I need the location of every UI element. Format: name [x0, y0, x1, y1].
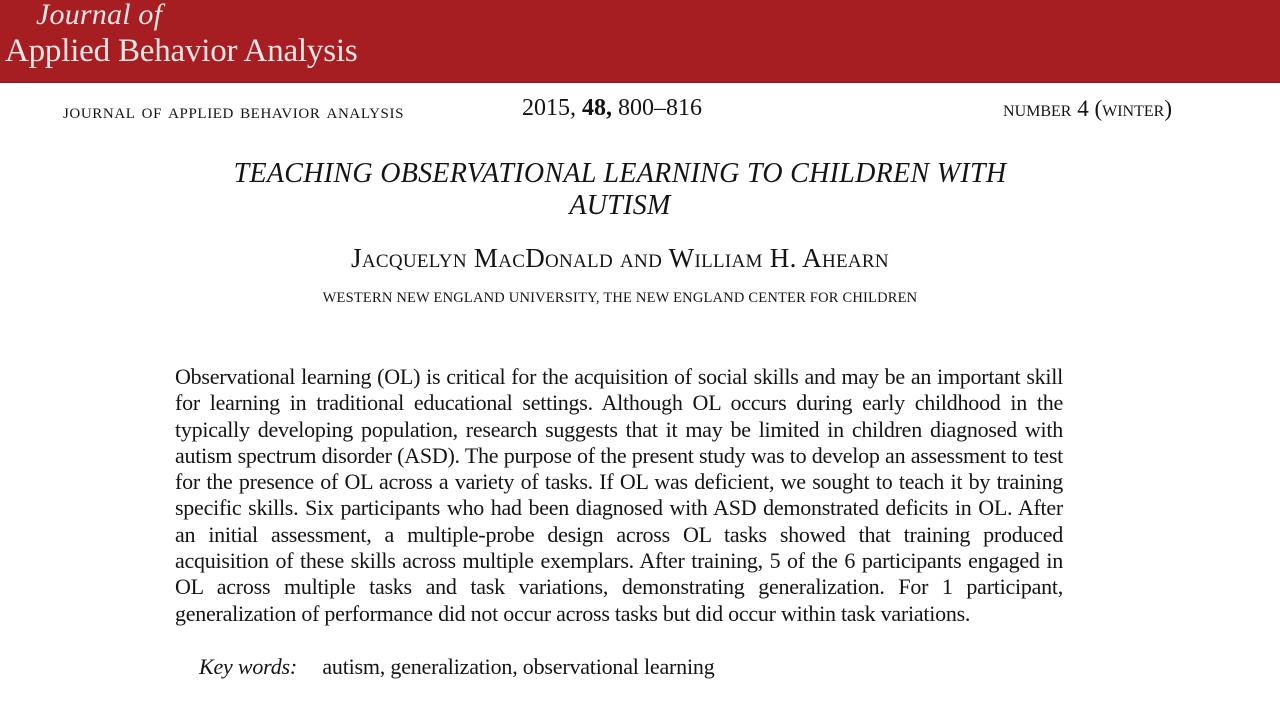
abstract-paragraph: Observational learning (OL) is critical for the acquisition of social skills and may be an important skill for learning in traditional educational settings. Although OL occurs during early childhood in the typically developing population, research suggests that it may be limited in children diagnosed with autism spectrum disorder (ASD). The purpose of the present study was to develop an assessment to test for the presence of OL across a variety of tasks. If OL was deficient, we sought to teach it by training specific skills. Six participants who had been diagnosed with ASD demonstrated deficits in OL. After an initial assessment, a multiple-probe design across OL tasks showed that training produced acquisition of these skills across multiple exemplars. After training, 5 of the 6 participants engaged in OL across multiple tasks and task variations, demonstrating generalization. For 1 participant, generalization of performance did not occur across tasks but did occur within task variations. — [175, 364, 1063, 626]
running-header-issue: number 4 (winter) — [1003, 96, 1172, 121]
keywords-list: autism, generalization, observational learning — [322, 654, 715, 679]
citation-pages: 800–816 — [618, 95, 702, 121]
running-header-citation — [522, 95, 702, 122]
masthead-line2: Applied Behavior Analysis — [5, 33, 358, 69]
article-title: TEACHING OBSERVATIONAL LEARNING TO CHILDREN WITH AUTISM — [233, 158, 1007, 221]
author-affiliation: WESTERN NEW ENGLAND UNIVERSITY, THE NEW ENGLAND CENTER FOR CHILDREN — [322, 290, 918, 306]
running-header-journal: journal of applied behavior analysis — [63, 98, 405, 123]
keywords-line — [199, 654, 715, 680]
journal-masthead-banner — [0, 0, 1280, 83]
masthead-line1: Journal of — [36, 0, 163, 31]
article-authors: Jacquelyn MacDonald and William H. Ahearn — [351, 243, 889, 273]
citation-volume: 48, — [582, 95, 612, 121]
running-header — [0, 95, 1280, 125]
keywords-label: Key words: — [199, 654, 298, 679]
citation-year: 2015, — [522, 95, 576, 121]
